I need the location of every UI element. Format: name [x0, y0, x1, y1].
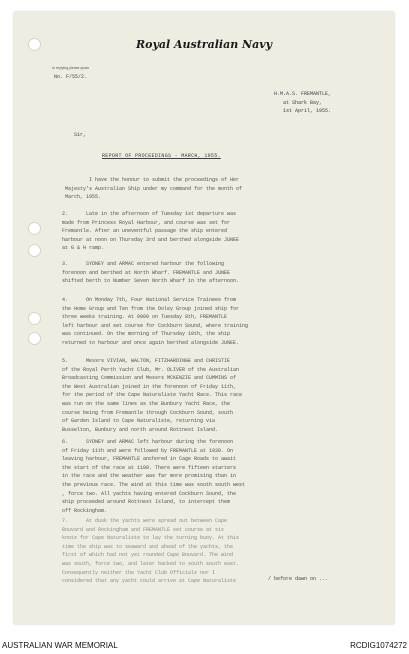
- paragraph-2: 2. Late in the afternoon of Tuesday 1st departure was made from Princess Royal Harbour, and course was set for Fremantle. After an uneventful passage the ship entered harbour at noon on Thursday 3rd and berthed alongside JUNEE at G & H ramp.: [62, 211, 240, 252]
- paragraph-1: I have the honour to submit the proceedings of Her Majesty's Australian Ship under my command for the month of March, 1955.: [65, 177, 243, 201]
- reference-number: No. F/55/2.: [54, 74, 88, 80]
- punch-hole: [28, 312, 41, 325]
- paragraph-6: 6. SYDNEY and ARMAC left harbour during the forenoon of Friday 11th and were followed by FREMANTLE at 1030. On leaving harbour, FREMANTLE anchored in Cage Roads to await the start of the race at 1100. There were fifteen starters in the race and the weather was far more promising than in the previous race. The wind at this time was south south west , force two. All yachts having entered Cockburn Sound, the ship proceeded around Rottnest Island, to intercept them off Rockingham.: [62, 439, 246, 514]
- archive-caption: AUSTRALIAN WAR MEMORIAL: [2, 641, 118, 650]
- punch-hole: [28, 222, 41, 235]
- salutation: Sir,: [74, 132, 87, 138]
- archive-id: RCDIG1074272: [350, 641, 407, 650]
- paragraph-4: 4. On Monday 7th, Four National Service Trainees from the Home Group and Ten from the Ooley Group joined ship for three weeks training. At 0900 on Tuesday 8th, FREMANTLE left harbour and set course for Cockburn Sound, where training was continued. On the morning of Thursday 10th, the ship returned to harbour and once again berthed alongside JUNEE.: [62, 297, 249, 346]
- paragraph-3: 3. SYDNEY and ARMAC entered harbour the following forenoon and berthed at North Wharf. FREMANTLE and JUNEE shifted berth to Number Seven North Wharf in the afternoon.: [62, 261, 240, 285]
- ship-location-date: H.M.A.S. FREMANTLE, at Shark Bay, 1st April, 1955.: [274, 91, 332, 114]
- paragraph-5: 5. Messrs VIVIAN, WALTON, FITZHARDINGE and CHRISTIE of the Royal Perth Yacht Club, Mr. OLIVER of the Australian Broadcasting Commission and Messrs MCKENZIE and CUMMINS of the West Australian joined in the forenoon of Friday 11th, for the period of the Cape Naturaliste Yacht Race. This race was run on the same lines as the Bunbury Yacht Race, the course being from Fremantle through Cockburn Sound, south of Garden Island to Cape Naturaliste, returning via Busselton, Bunbury and north around Rottnest Island.: [62, 358, 243, 433]
- continuation-note: / before dawn on ...: [268, 576, 329, 582]
- letterhead: Royal Australian Navy: [135, 38, 272, 51]
- punch-hole: [28, 244, 41, 257]
- punch-hole: [28, 332, 41, 345]
- paragraph-7: 7. At dusk the yachts were spread out between Cape Bouvard and Rockingham and FREMANTLE set course at six knots for Cape Naturaliste to lay the turning buoy. At this time the ship was to seaward and ahead of the yachts, the first of which had not yet rounded Cape Bouvard. The wind was south, force two, and later backed to south south east. Consequently neither the Yacht Club Officials nor I considered that any yacht could arrive at Cape Naturaliste: [62, 518, 240, 585]
- report-title: REPORT OF PROCEEDINGS - MARCH, 1955.: [102, 153, 221, 159]
- document-page: [14, 12, 394, 624]
- reference-note: In replying please quote: [52, 66, 90, 70]
